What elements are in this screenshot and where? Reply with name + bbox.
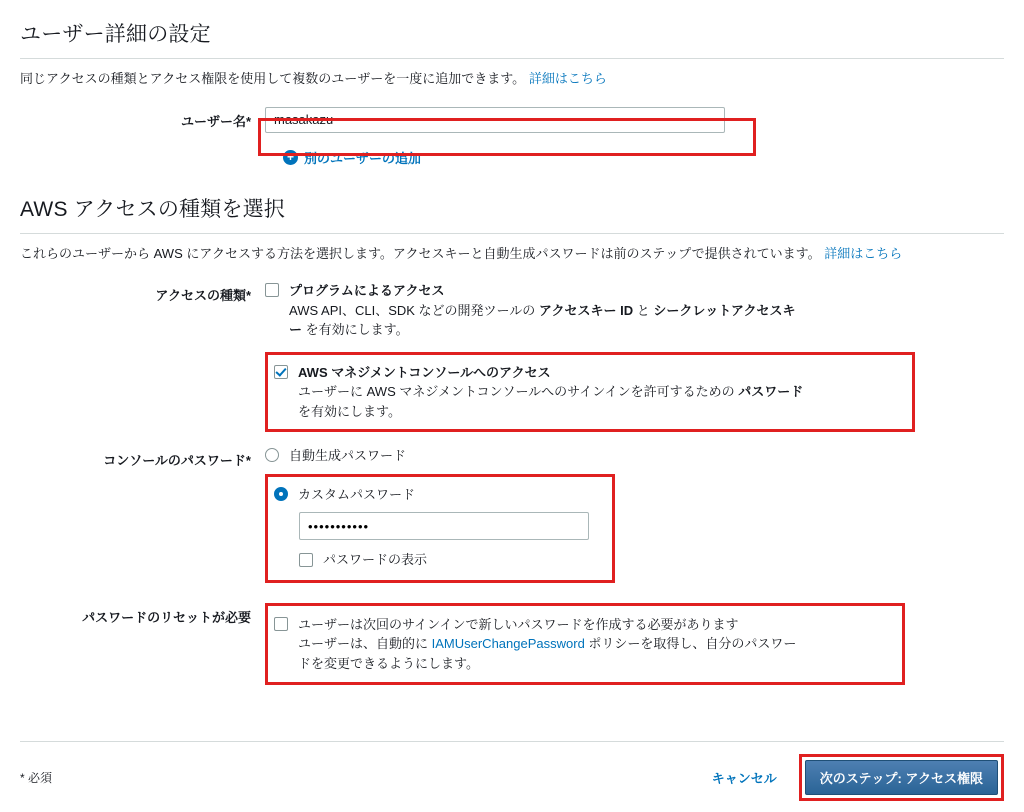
plus-circle-icon: + (283, 150, 298, 165)
page-title: ユーザー詳細の設定 (20, 23, 211, 46)
custom-password-label: カスタムパスワード (298, 486, 416, 502)
option-programmatic-access[interactable] (265, 281, 1004, 340)
username-input[interactable] (265, 107, 725, 133)
programmatic-access-desc: AWS API、CLI、SDK などの開発ツールの アクセスキー ID と シークレットアクセスキ ー を有効にします。 (289, 302, 796, 337)
add-user-spacer (20, 139, 265, 143)
cancel-button[interactable]: キャンセル (711, 770, 777, 786)
add-user-row (20, 139, 1004, 167)
access-details-link[interactable]: 詳細はこちら (824, 245, 903, 261)
console-password-row (20, 446, 1004, 583)
password-reset-row (20, 603, 1004, 686)
option-custom-password[interactable] (274, 485, 604, 505)
details-link[interactable]: 詳細はこちら (528, 71, 607, 86)
access-type-section (20, 193, 1004, 686)
footer-bar (20, 741, 1004, 812)
access-section-title: AWS アクセスの種類を選択 (20, 197, 286, 221)
programmatic-access-title: プログラムによるアクセス (289, 283, 445, 298)
username-label: ユーザー名* (180, 113, 251, 129)
page-description (20, 69, 1004, 89)
access-divider (20, 233, 1004, 234)
password-reset-line1: ユーザーは次回のサインインで新しいパスワードを作成する必要があります (298, 616, 739, 632)
show-password-checkbox[interactable] (299, 553, 313, 567)
access-type-row (20, 281, 1004, 432)
custom-password-fields (299, 512, 604, 570)
access-description-text: これらのユーザーから AWS にアクセスする方法を選択します。アクセスキーと自動生成パスワードは前のステップで提供されています。 (20, 245, 821, 261)
autogen-password-radio[interactable] (265, 448, 279, 462)
password-reset-highlight-box (265, 603, 905, 686)
show-password-label: パスワードの表示 (323, 552, 428, 567)
console-access-checkbox[interactable] (274, 365, 288, 379)
iam-policy-link[interactable]: IAMUserChangePassword (431, 636, 585, 651)
custom-password-highlight-box (265, 474, 615, 583)
console-password-options (265, 446, 1004, 583)
password-reset-line2: ユーザーは、自動的に IAMUserChangePassword ポリシーを取得し、自分のパスワー ドを変更できるようにします。 (298, 636, 797, 671)
option-password-reset[interactable] (274, 615, 894, 674)
console-access-desc: ユーザーに AWS マネジメントコンソールへのサインインを許可するための パスワード を有効にします。 (298, 384, 804, 419)
password-reset-checkbox[interactable] (274, 617, 288, 631)
user-details-page (0, 18, 1024, 812)
custom-password-input[interactable] (299, 512, 589, 540)
required-note: * 必須 (20, 770, 53, 785)
console-password-label: コンソールのパスワード* (103, 453, 251, 468)
option-autogen-password[interactable] (265, 446, 1004, 466)
custom-password-radio[interactable] (274, 487, 288, 501)
title-divider (20, 58, 1004, 59)
add-user-label: 別のユーザーの追加 (304, 150, 422, 166)
next-button-highlight-box (799, 754, 1004, 801)
console-access-title: AWS マネジメントコンソールへのアクセス (298, 364, 551, 380)
username-row (20, 107, 1004, 133)
access-type-options (265, 281, 1004, 432)
autogen-password-label: 自動生成パスワード (289, 448, 407, 463)
console-access-highlight-box (265, 352, 915, 433)
username-control (265, 107, 1004, 133)
programmatic-access-checkbox[interactable] (265, 283, 279, 297)
show-password-row[interactable] (299, 550, 604, 570)
page-description-text: 同じアクセスの種類とアクセス権限を使用して複数のユーザーを一度に追加できます。 (20, 71, 526, 86)
add-another-user-button[interactable] (283, 148, 1004, 167)
access-description (20, 244, 1004, 264)
access-type-label: アクセスの種類* (155, 288, 251, 303)
option-console-access[interactable] (274, 363, 904, 422)
next-step-button[interactable]: 次のステップ: アクセス権限 (805, 760, 998, 795)
password-reset-label: パスワードのリセットが必要 (82, 609, 251, 625)
